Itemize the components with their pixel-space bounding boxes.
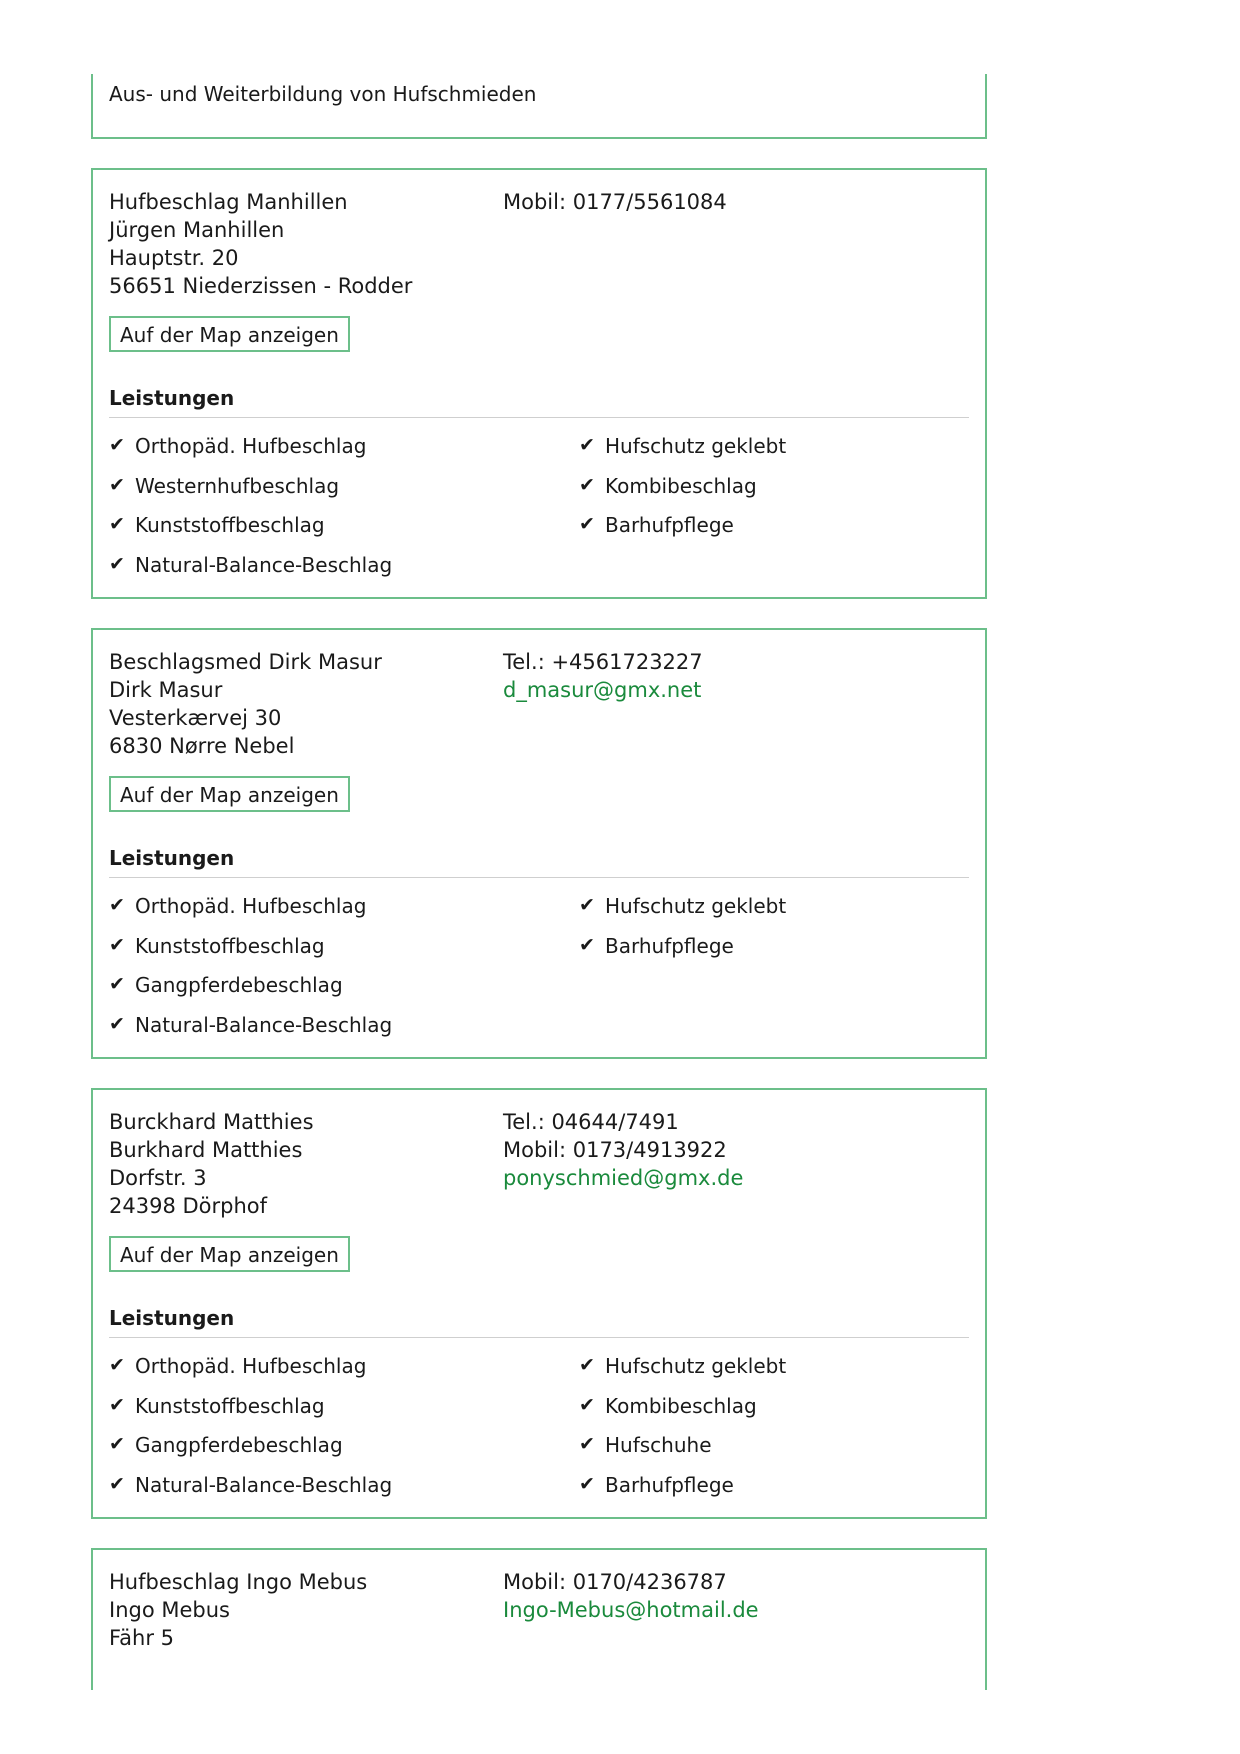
show-on-map-button[interactable]: Auf der Map anzeigen — [109, 316, 350, 352]
show-on-map-button[interactable]: Auf der Map anzeigen — [109, 1236, 350, 1272]
email-link[interactable]: d_masur@gmx.net — [503, 678, 702, 702]
contact-person: Dirk Masur — [109, 678, 223, 702]
check-icon: ✔ — [109, 434, 125, 456]
check-icon: ✔ — [579, 513, 595, 535]
check-icon: ✔ — [109, 1393, 125, 1416]
listing-card — [91, 168, 987, 599]
service-item: ✔ Westernhufbeschlag — [109, 473, 340, 498]
check-icon: ✔ — [579, 1354, 595, 1376]
service-item: ✔ Hufschuhe — [579, 1433, 712, 1457]
service-item: ✔ Hufschutz geklebt — [579, 894, 787, 918]
address-block — [109, 1568, 367, 1652]
company-name: Hufbeschlag Manhillen — [109, 190, 348, 214]
check-icon: ✔ — [579, 1393, 595, 1416]
service-item: ✔ Barhufpflege — [579, 513, 734, 537]
address-block — [109, 648, 382, 760]
check-icon: ✔ — [109, 894, 125, 916]
city: 56651 Niederzissen - Rodder — [109, 274, 413, 298]
service-item: ✔ Kunststoffbeschlag — [109, 1393, 325, 1418]
check-icon: ✔ — [579, 933, 595, 956]
street: Vesterkærvej 30 — [109, 706, 282, 730]
phone-tel: Tel.: +4561723227 — [503, 650, 703, 674]
contact-person: Jürgen Manhillen — [109, 218, 285, 242]
check-icon: ✔ — [109, 1433, 125, 1455]
service-item: ✔ Barhufpflege — [579, 1472, 734, 1497]
company-name: Beschlagsmed Dirk Masur — [109, 650, 382, 674]
street: Dorfstr. 3 — [109, 1166, 207, 1190]
divider — [109, 417, 969, 418]
service-item: ✔ Kombibeschlag — [579, 473, 757, 498]
phone-mobile: Mobil: 0177/5561084 — [503, 190, 727, 214]
listing-card — [91, 1088, 987, 1519]
service-item: ✔ Kunststoffbeschlag — [109, 513, 325, 537]
contact-person: Burkhard Matthies — [109, 1138, 303, 1162]
service-item: ✔ Kombibeschlag — [579, 1393, 757, 1418]
company-name: Burckhard Matthies — [109, 1110, 314, 1134]
phone-mobile: Mobil: 0170/4236787 — [503, 1570, 727, 1594]
show-on-map-button[interactable]: Auf der Map anzeigen — [109, 776, 350, 812]
contact-person: Ingo Mebus — [109, 1598, 230, 1622]
check-icon: ✔ — [109, 933, 125, 956]
intro-text: Aus- und Weiterbildung von Hufschmieden — [109, 82, 537, 106]
street: Hauptstr. 20 — [109, 246, 239, 270]
service-item: ✔ Natural-Balance-Beschlag — [109, 1472, 393, 1497]
check-icon: ✔ — [109, 552, 125, 575]
contact-block — [503, 1568, 759, 1624]
service-item: ✔ Gangpferdebeschlag — [109, 973, 343, 997]
service-item: ✔ Natural-Balance-Beschlag — [109, 552, 393, 577]
service-item: ✔ Orthopäd. Hufbeschlag — [109, 894, 367, 918]
services-title: Leistungen — [109, 386, 235, 410]
city: 24398 Dörphof — [109, 1194, 268, 1218]
street: Fähr 5 — [109, 1626, 174, 1650]
address-block — [109, 188, 412, 300]
phone-mobile: Mobil: 0173/4913922 — [503, 1138, 727, 1162]
services-title: Leistungen — [109, 846, 235, 870]
listing-card-partial — [91, 1548, 987, 1690]
contact-block — [503, 1108, 743, 1192]
address-block — [109, 1108, 314, 1220]
service-item: ✔ Hufschutz geklebt — [579, 1354, 787, 1378]
contact-block — [503, 188, 727, 216]
listing-card — [91, 628, 987, 1059]
service-item: ✔ Natural-Balance-Beschlag — [109, 1012, 393, 1037]
check-icon: ✔ — [579, 1433, 595, 1455]
email-link[interactable]: Ingo-Mebus@hotmail.de — [503, 1598, 759, 1622]
services-title: Leistungen — [109, 1306, 235, 1330]
service-item: ✔ Kunststoffbeschlag — [109, 933, 325, 958]
service-item: ✔ Orthopäd. Hufbeschlag — [109, 1354, 367, 1378]
service-item: ✔ Orthopäd. Hufbeschlag — [109, 434, 367, 458]
service-item: ✔ Gangpferdebeschlag — [109, 1433, 343, 1457]
check-icon: ✔ — [109, 1472, 125, 1495]
divider — [109, 1337, 969, 1338]
service-item: ✔ Hufschutz geklebt — [579, 434, 787, 458]
listing-card-partial — [91, 74, 987, 139]
contact-block — [503, 648, 703, 704]
divider — [109, 877, 969, 878]
check-icon: ✔ — [579, 1472, 595, 1495]
email-link[interactable]: ponyschmied@gmx.de — [503, 1166, 744, 1190]
company-name: Hufbeschlag Ingo Mebus — [109, 1570, 368, 1594]
check-icon: ✔ — [579, 894, 595, 916]
check-icon: ✔ — [579, 434, 595, 456]
check-icon: ✔ — [579, 473, 595, 496]
service-item: ✔ Barhufpflege — [579, 933, 734, 958]
check-icon: ✔ — [109, 1354, 125, 1376]
check-icon: ✔ — [109, 1012, 125, 1035]
phone-tel: Tel.: 04644/7491 — [503, 1110, 679, 1134]
check-icon: ✔ — [109, 513, 125, 535]
check-icon: ✔ — [109, 973, 125, 995]
check-icon: ✔ — [109, 473, 125, 496]
city: 6830 Nørre Nebel — [109, 734, 295, 758]
